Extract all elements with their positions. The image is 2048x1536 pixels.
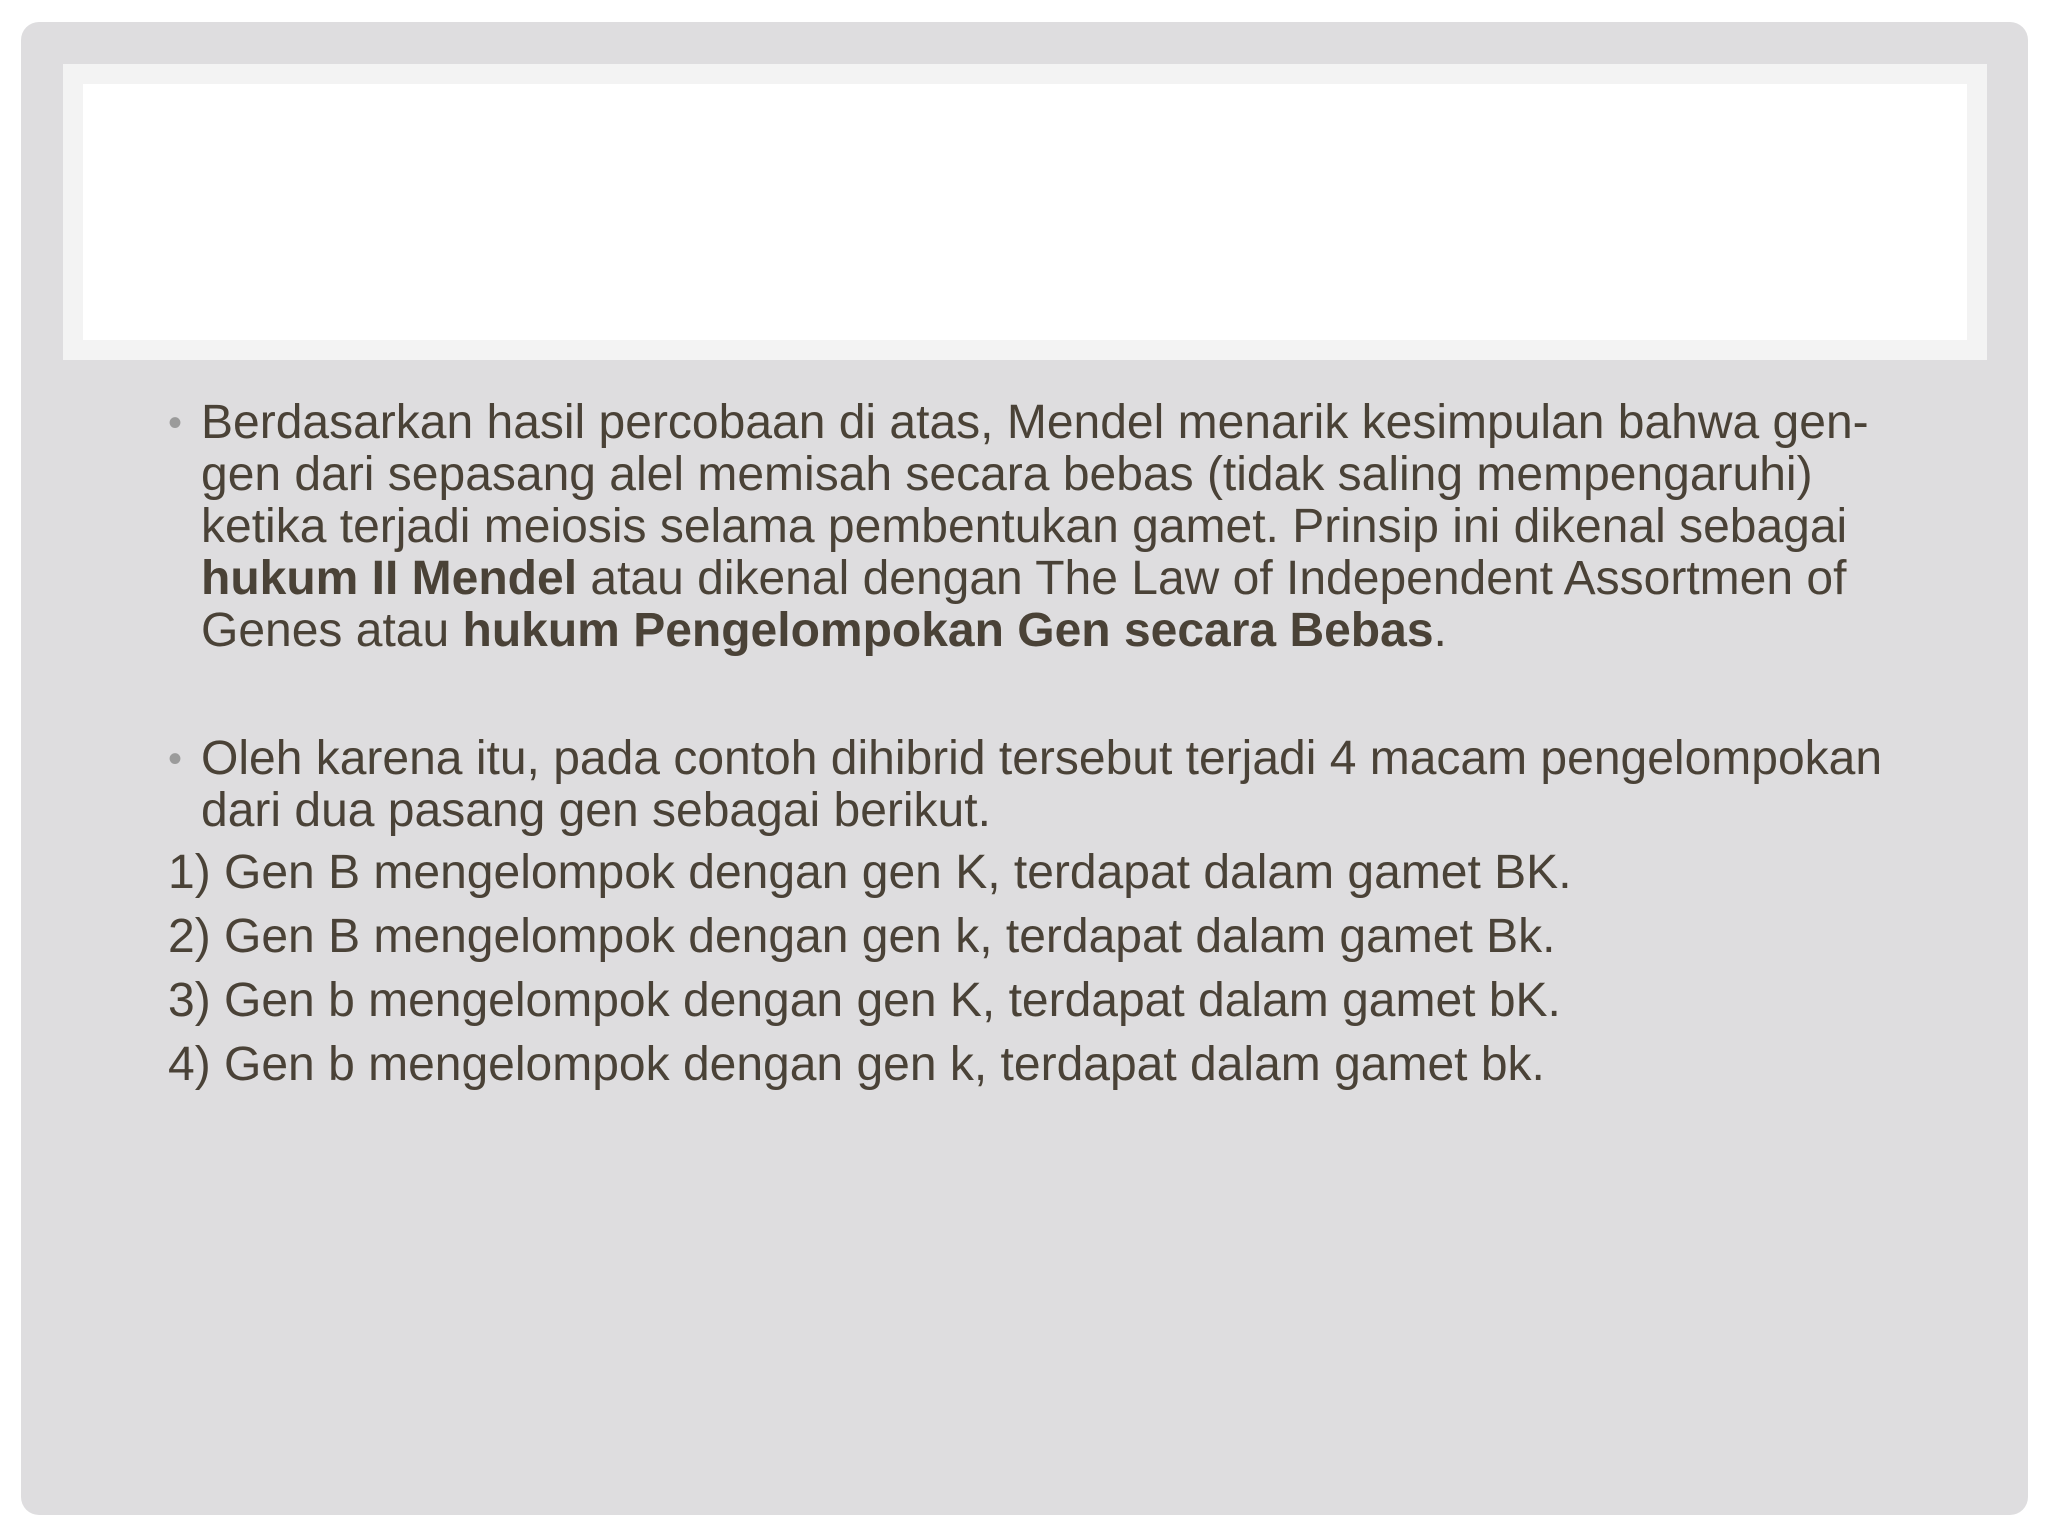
slide xyxy=(21,22,2028,1515)
slide-content xyxy=(148,397,1948,1097)
list-item: 3) Gen b mengelompok dengan gen K, terdapat dalam gamet bK. xyxy=(168,974,1561,1027)
list-item: 1) Gen B mengelompok dengan gen K, terdapat dalam gamet BK. xyxy=(168,846,1572,899)
title-placeholder xyxy=(63,64,1987,360)
bullet-icon: • xyxy=(168,401,183,445)
list-item: 4) Gen b mengelompok dengan gen k, terdapat dalam gamet bk. xyxy=(168,1038,1545,1091)
title-box xyxy=(83,84,1967,340)
spacer xyxy=(148,657,1948,733)
bullet-text: Oleh karena itu, pada contoh dihibrid tersebut terjadi 4 macam pengelompokan dari dua pasang gen sebagai berikut. xyxy=(201,732,1883,837)
text-run: atau dikenal dengan The Law of Independent Assortmen of Genes atau xyxy=(201,552,1847,657)
bullet-icon: • xyxy=(168,737,183,781)
bullet-paragraph-2 xyxy=(148,733,1948,837)
bold-term-hukum-ii-mendel: hukum II Mendel xyxy=(201,552,578,605)
bold-term-hukum-pengelompokan: hukum Pengelompokan Gen secara Bebas xyxy=(462,604,1434,657)
bullet-paragraph-1 xyxy=(148,397,1948,657)
text-run: Berdasarkan hasil percobaan di atas, Mendel menarik kesimpulan bahwa gen-gen dari sepasang alel memisah secara bebas (tidak saling mempengaruhi) ketika terjadi meiosis selama pembentukan gamet. Prinsip ini dikenal sebagai xyxy=(201,396,1869,553)
list-item: 2) Gen B mengelompok dengan gen k, terdapat dalam gamet Bk. xyxy=(168,910,1556,963)
text-run: . xyxy=(1433,604,1447,657)
